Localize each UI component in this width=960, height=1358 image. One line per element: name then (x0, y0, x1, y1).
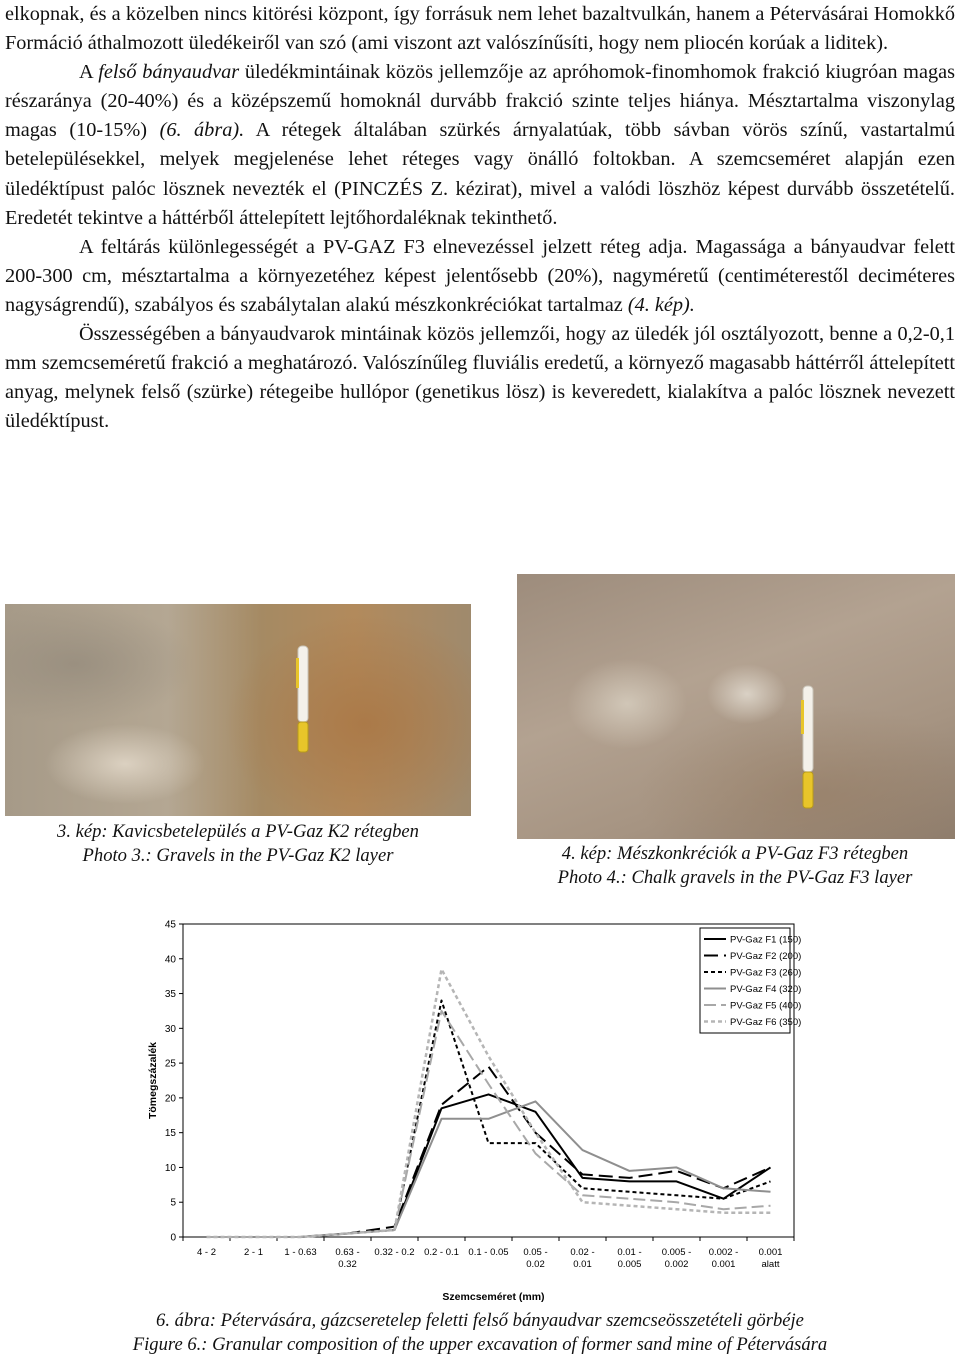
figure6-caption-en: Figure 6.: Granular composition of the upper excavation of former sand mine of Pétervására (132, 1334, 828, 1355)
y-tick-label: 35 (164, 989, 176, 1001)
paragraph-3 (5, 233, 955, 320)
y-tick-label: 25 (164, 1058, 176, 1070)
x-tick-label: 0.001 (758, 1247, 783, 1258)
y-tick-label: 10 (164, 1162, 176, 1174)
x-tick-label: 0.02 (526, 1259, 545, 1270)
x-axis-label: Szemcseméret (mm) (442, 1291, 545, 1303)
x-tick-label: 0.001 (711, 1259, 736, 1270)
series-line-6 (207, 969, 771, 1237)
x-tick-label: 0.32 - 0.2 (374, 1247, 415, 1258)
body-text (5, 0, 955, 436)
x-tick-label: 0.002 (664, 1259, 689, 1270)
x-tick-label: 1 - 0.63 (284, 1247, 317, 1258)
x-tick-label: 0.1 - 0.05 (468, 1247, 509, 1258)
figure6-caption-hu: 6. ábra: Pétervására, gázcseretelep feletti felső bányaudvar szemcseösszetételi görbéje (156, 1310, 804, 1331)
p3-photo-ref: (4. kép). (627, 293, 695, 316)
photo3-caption-en: Photo 3.: Gravels in the PV-Gaz K2 layer (82, 845, 394, 866)
y-tick-label: 20 (164, 1093, 176, 1105)
photo3-caption-hu: 3. kép: Kavicsbetelepülés a PV-Gaz K2 rétegben (57, 821, 419, 842)
p2-author-smallcaps: INCZÉS (352, 177, 424, 200)
y-tick-label: 30 (164, 1023, 176, 1035)
p2-pre: A (79, 61, 99, 84)
p4-text: Összességében a bányaudvarok mintáinak közös jellemzői, hogy az üledék jól osztályozott, benne a 0,2-0,1 mm szemcseméretű frakció a meghatározó. Valószínűleg fluviális eredetű, a környező magasabb háttérről áttelepített anyag, melynek felső (szürke) rétegeibe hullópor (genetikus lösz) is keveredett, kialakítva a palóc lösznek nevezett üledéktípust. (5, 323, 955, 433)
x-tick-label: 0.01 (573, 1259, 592, 1270)
series-line-1 (207, 1094, 771, 1237)
x-tick-label: alatt (761, 1259, 780, 1270)
legend-entry-3: PV-Gaz F3 (260) (730, 967, 802, 979)
p2-end: Z. kézirat), mivel a valódi löszhöz képest durvább összetételű. Eredetét tekintve a háttérből áttelepített lejtőhordaléknak tekinthető. (5, 177, 955, 229)
legend-entry-5: PV-Gaz F5 (400) (730, 1000, 802, 1012)
photo4-caption-hu: 4. kép: Mészkonkréciók a PV-Gaz F3 rétegben (561, 843, 909, 864)
y-tick-label: 40 (164, 954, 176, 966)
paragraph-1 (5, 0, 955, 58)
y-tick-label: 5 (170, 1197, 176, 1209)
x-tick-label: 0.01 - (617, 1247, 642, 1258)
x-tick-label: 0.2 - 0.1 (424, 1247, 459, 1258)
x-tick-label: 2 - 1 (243, 1247, 264, 1258)
y-axis-label: Tömegszázalék (147, 1041, 159, 1120)
series-line-4 (207, 1101, 771, 1237)
x-tick-label: 0.02 - (570, 1247, 595, 1258)
legend-entry-1: PV-Gaz F1 (150) (730, 934, 802, 946)
grain-size-chart (140, 912, 820, 1310)
p2-figure-ref: (6. ábra). (159, 119, 245, 142)
photo-gravels-k2-layer (5, 604, 471, 816)
x-tick-label: 0.32 (338, 1259, 357, 1270)
legend-entry-2: PV-Gaz F2 (200) (730, 951, 802, 962)
x-tick-label: 0.005 - (661, 1247, 692, 1258)
photo4-caption-en: Photo 4.: Chalk gravels in the PV-Gaz F3 layer (557, 867, 913, 888)
p2-emphasis: felső bányaudvar (98, 61, 240, 84)
paragraph-4 (5, 320, 955, 436)
pen-icon (798, 684, 818, 814)
legend-entry-6: PV-Gaz F6 (350) (730, 1017, 802, 1028)
x-tick-label: 0.05 - (523, 1247, 548, 1258)
p3-text: A feltárás különlegességét a PV-GAZ F3 elnevezéssel jelzett réteg adja. Magassága a bányaudvar felett 200-300 cm, mésztartalma a környezetéhez képest jelentősebb (20%), nagyméretű (centiméterestől deciméteres nagyságrendű), szabályos és szabálytalan alakú mészkonkréciókat tartalmaz (5, 235, 955, 316)
y-tick-label: 0 (170, 1232, 176, 1244)
y-tick-label: 15 (164, 1128, 176, 1140)
series-line-2 (207, 1067, 771, 1237)
p2-mid: üledékmintáinak közös jellemzője az apróhomok-finomhomok frakció kiugróan magas részaránya (20-40%) és a középszemű homoknál durvább frakció szinte teljes hiánya. Mésztartalma viszonylag magas (10-15%) (5, 61, 955, 142)
y-tick-label: 45 (164, 919, 176, 931)
x-tick-label: 0.63 - (335, 1247, 360, 1258)
pen-icon (293, 644, 313, 759)
paragraph-2 (5, 58, 955, 233)
figure6-caption (0, 1309, 960, 1357)
photo-chalk-gravels-f3-layer (517, 574, 955, 839)
x-tick-label: 0.002 - (708, 1247, 739, 1258)
x-tick-label: 4 - 2 (196, 1247, 217, 1258)
series-line-5 (207, 1011, 771, 1237)
photo3-caption (5, 820, 471, 868)
p2-post: A rétegek általában szürkés árnyalatúak, több sávban vörös színű, vastartalmú betelepülésekkel, melyek megjelenése lehet réteges vagy önálló foltokban. A szemcseméret alapján ezen üledéktípust palóc lösznek nevezték el (P (5, 119, 956, 200)
x-tick-label: 0.005 (617, 1259, 642, 1270)
legend-entry-4: PV-Gaz F4 (320) (730, 984, 802, 995)
paragraph-1-text: elkopnak, és a közelben nincs kitörési központ, így forrásuk nem lehet bazaltvulkán, hanem a Pétervásárai Homokkő Formáció áthalmozott üledékeiről van szó (ami viszont azt valószínűsíti, hogy nem pliocén korúak a liditek). (5, 3, 955, 55)
photo4-caption (500, 842, 960, 890)
